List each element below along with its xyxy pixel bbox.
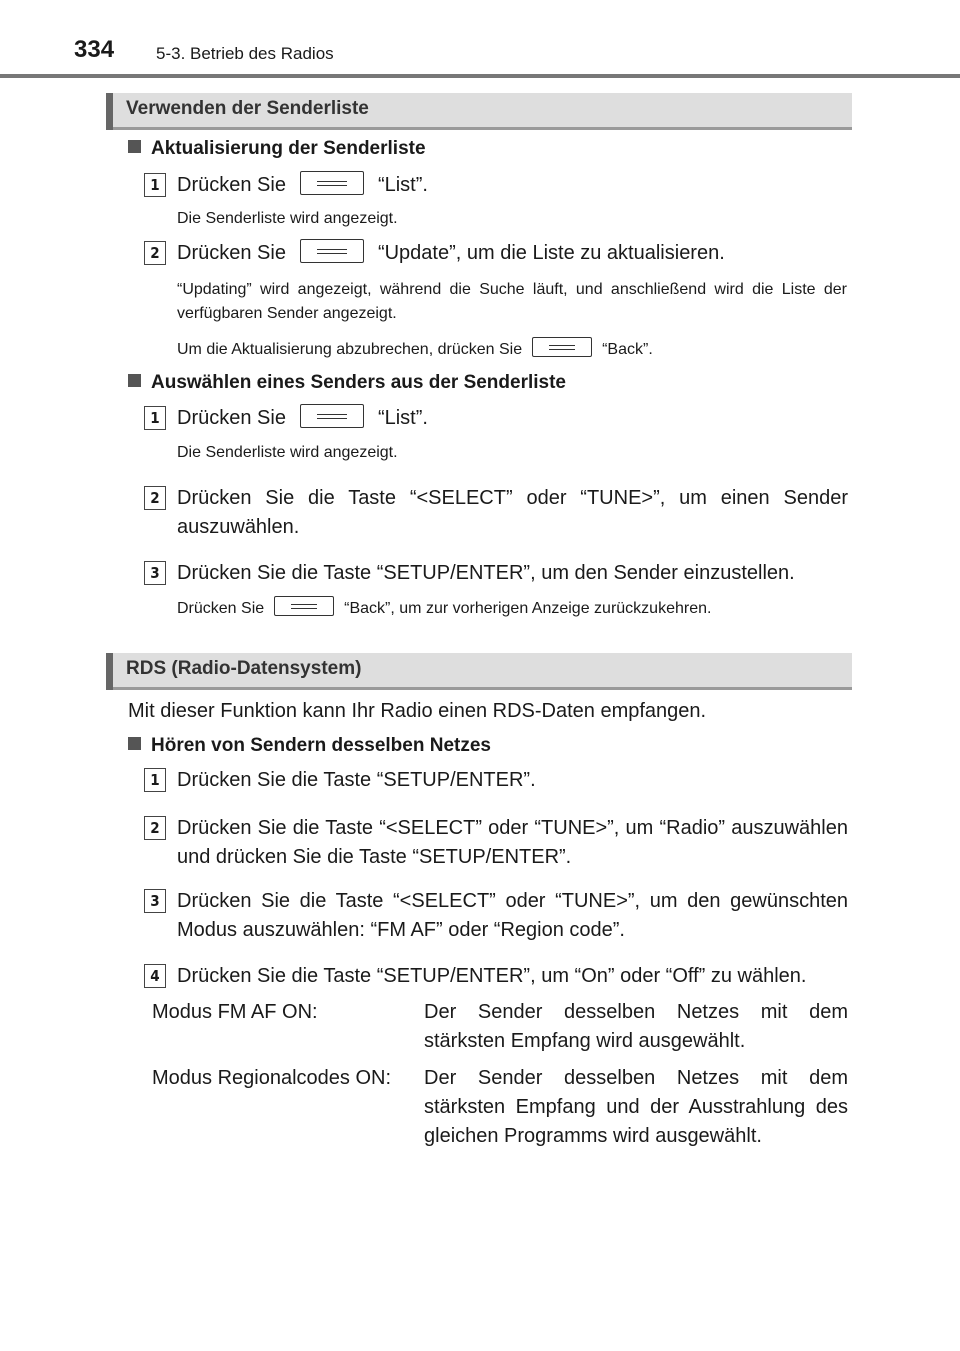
step-text: Drücken Sie die Taste “<SELECT” oder “TUNE>”, um “Radio” auszuwählen und drücken Sie die Taste “SETUP/ENTER”. bbox=[177, 817, 848, 868]
button-symbol-icon bbox=[300, 404, 364, 428]
header-divider bbox=[0, 74, 960, 78]
note-text-post: “Back”. bbox=[602, 341, 653, 358]
section-title: RDS (Radio-Datensystem) bbox=[126, 658, 362, 679]
step-item bbox=[144, 404, 848, 433]
bullet-square-icon bbox=[128, 140, 141, 153]
definition-row bbox=[152, 998, 848, 1056]
subheading-text: Aktualisierung der Senderliste bbox=[151, 138, 426, 159]
step-item bbox=[144, 887, 848, 945]
subheading-aktualisierung bbox=[128, 138, 426, 160]
step-number: 3 bbox=[144, 561, 166, 585]
step-text: Drücken Sie die Taste “SETUP/ENTER”, um den Sender einzustellen. bbox=[177, 562, 795, 584]
definition-term: Modus Regionalcodes ON: bbox=[152, 1067, 392, 1089]
step-text bbox=[177, 171, 848, 200]
step-note bbox=[177, 596, 847, 621]
step-text bbox=[177, 239, 848, 268]
step-number: 1 bbox=[144, 173, 166, 197]
button-symbol-icon bbox=[300, 171, 364, 195]
step-note: Die Senderliste wird angezeigt. bbox=[177, 210, 398, 227]
section-heading-senderliste bbox=[106, 93, 852, 130]
section-heading-rds bbox=[106, 653, 852, 690]
step-text: Drücken Sie die Taste “SETUP/ENTER”. bbox=[177, 769, 536, 791]
step-text-post: “List”. bbox=[377, 174, 428, 196]
step-item bbox=[144, 766, 848, 795]
note-text-pre: Um die Aktualisierung abzubrechen, drücken Sie bbox=[177, 341, 523, 358]
section-title: Verwenden der Senderliste bbox=[126, 98, 369, 119]
step-text-pre: Drücken Sie bbox=[177, 174, 286, 196]
subheading-text: Auswählen eines Senders aus der Senderliste bbox=[151, 372, 566, 393]
page-number: 334 bbox=[74, 36, 115, 63]
definition-list bbox=[152, 998, 848, 1159]
step-number: 1 bbox=[144, 768, 166, 792]
step-text-post: “List”. bbox=[377, 407, 428, 429]
subheading-text: Hören von Sendern desselben Netzes bbox=[151, 735, 491, 756]
step-item bbox=[144, 559, 848, 588]
step-text-post: “Update”, um die Liste zu aktualisieren. bbox=[377, 242, 725, 264]
page-header bbox=[0, 0, 960, 80]
definition-term: Modus FM AF ON: bbox=[152, 1001, 318, 1023]
step-note: “Updating” wird angezeigt, während die Suche läuft, und anschließend wird die Liste der verfügbaren Sender angezeigt. bbox=[177, 281, 847, 322]
definition-row bbox=[152, 1064, 848, 1151]
step-text: Drücken Sie die Taste “<SELECT” oder “TUNE>”, um einen Sender auszuwählen. bbox=[177, 487, 848, 538]
subheading-auswaehlen bbox=[128, 372, 566, 394]
step-number: 3 bbox=[144, 889, 166, 913]
step-text: Drücken Sie die Taste “<SELECT” oder “TUNE>”, um den gewünschten Modus auszuwählen: “FM AF” oder “Region code”. bbox=[177, 890, 848, 941]
subheading-hoeren bbox=[128, 735, 491, 757]
definition-description: Der Sender desselben Netzes mit dem stärksten Empfang und der Ausstrahlung des gleichen Programms wird ausgewählt. bbox=[424, 1067, 848, 1147]
step-number: 2 bbox=[144, 486, 166, 510]
step-note bbox=[177, 337, 847, 362]
step-item bbox=[144, 484, 848, 542]
intro-paragraph: Mit dieser Funktion kann Ihr Radio einen RDS-Daten empfangen. bbox=[128, 700, 707, 722]
step-text bbox=[177, 404, 848, 433]
step-text-pre: Drücken Sie bbox=[177, 242, 286, 264]
step-item bbox=[144, 814, 848, 872]
bullet-square-icon bbox=[128, 737, 141, 750]
note-text-pre: Drücken Sie bbox=[177, 600, 265, 617]
button-symbol-icon bbox=[300, 239, 364, 263]
definition-description: Der Sender desselben Netzes mit dem stärksten Empfang wird ausgewählt. bbox=[424, 1001, 848, 1052]
step-item bbox=[144, 171, 848, 200]
step-item bbox=[144, 239, 848, 268]
step-number: 4 bbox=[144, 964, 166, 988]
step-text: Drücken Sie die Taste “SETUP/ENTER”, um “On” oder “Off” zu wählen. bbox=[177, 965, 807, 987]
chapter-title: 5-3. Betrieb des Radios bbox=[156, 44, 334, 63]
note-text-post: “Back”, um zur vorherigen Anzeige zurückzukehren. bbox=[344, 600, 712, 617]
step-number: 2 bbox=[144, 241, 166, 265]
step-number: 2 bbox=[144, 816, 166, 840]
step-text-pre: Drücken Sie bbox=[177, 407, 286, 429]
bullet-square-icon bbox=[128, 374, 141, 387]
button-symbol-icon bbox=[532, 337, 592, 357]
step-number: 1 bbox=[144, 406, 166, 430]
step-item bbox=[144, 962, 848, 991]
step-note: Die Senderliste wird angezeigt. bbox=[177, 444, 398, 461]
button-symbol-icon bbox=[274, 596, 334, 616]
section-accent bbox=[106, 93, 113, 130]
section-accent bbox=[106, 653, 113, 690]
